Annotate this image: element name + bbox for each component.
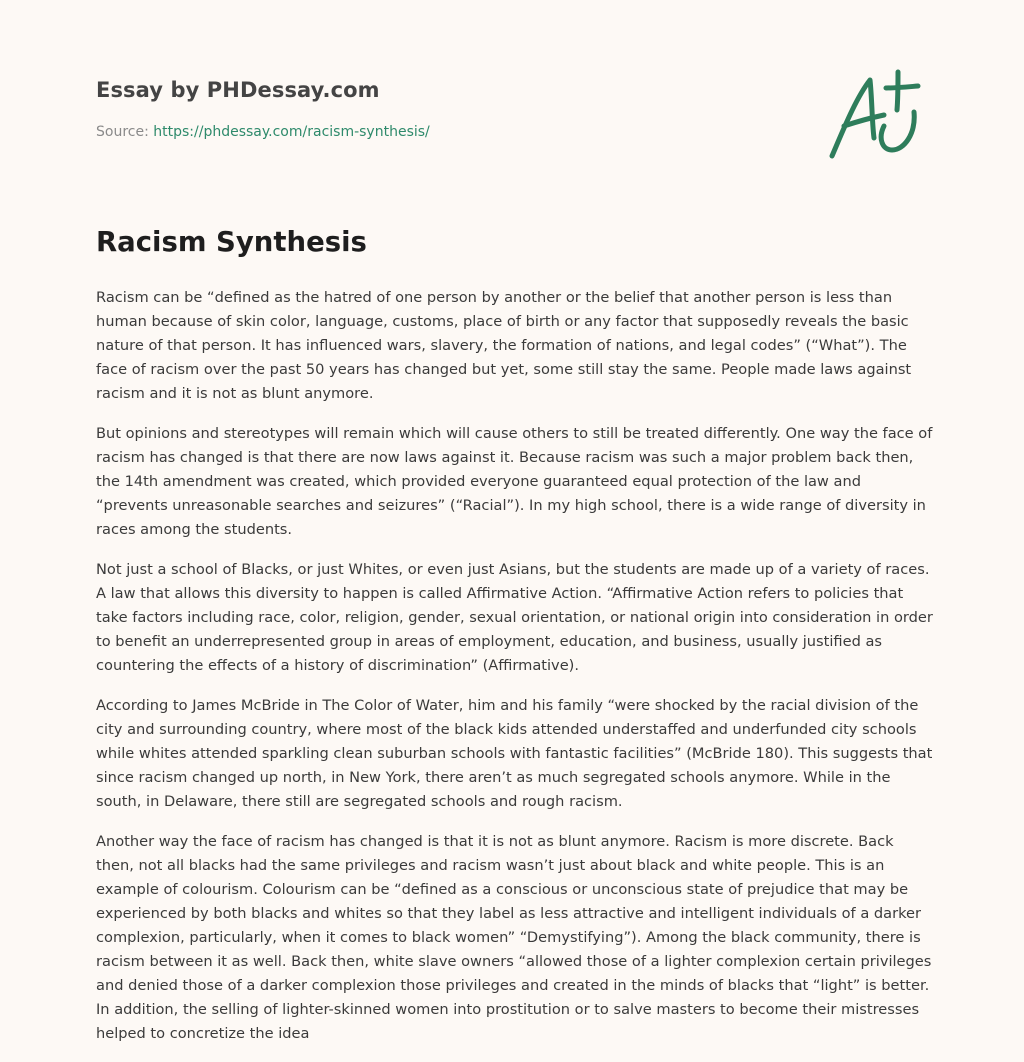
paragraph: According to James McBride in The Color of Water, him and his family “were shocked by the racial division of the city and surrounding country, where most of the black kids attended understaffed and underfunded city schools while whites attended sparkling clean suburban schools with fantastic facilities” (McBride 180). This suggests that since racism changed up north, in New York, there aren’t as much segregated schools anymore. While in the south, in Delaware, there still are segregated schools and rough racism. [96,697,933,810]
source-link[interactable]: https://phdessay.com/racism-synthesis/ [153,124,430,140]
essay-title: Racism Synthesis [96,226,367,258]
paragraph: Racism can be “defined as the hatred of one person by another or the belief that another person is less than human because of skin color, language, customs, place of birth or any factor that supposedly reveals the basic nature of that person. It has influenced wars, slavery, the formation of nations, and legal codes” (“What”). The face of racism over the past 50 years has changed but yet, some still stay the same. People made laws against racism and it is not as blunt anymore. [96,289,912,402]
site-header [96,76,936,176]
source-line [96,124,430,140]
paragraph: Another way the face of racism has changed is that it is not as blunt anymore. Racism is more discrete. Back then, not all blacks had the same privileges and racism wasn’t just about black and white people. This is an example of colourism. Colourism can be “defined as a conscious or unconscious state of prejudice that may be experienced by both blacks and whites so that they label as less attractive and intelligent individuals of a darker complexion, particularly, when it comes to black women” “Demystifying”). Among the black community, there is racism between it as well. Back then, white slave owners “allowed those of a lighter complexion certain privileges and denied those of a darker complexion those privileges and created in the minds of blacks that “light” is better. In addition, the selling of lighter-skinned women into prostitution or to salve masters to become their mistresses helped to concretize the idea [96,833,932,1042]
paragraph: But opinions and stereotypes will remain which will cause others to still be treated differently. One way the face of racism has changed is that there are now laws against it. Because racism was such a major problem back then, the 14th amendment was created, which provided everyone guaranteed equal protection of the law and “prevents unreasonable searches and seizures” (“Racial”). In my high school, there is a wide range of diversity in races among the students. [96,425,933,538]
site-brand: Essay by PHDessay.com [96,78,380,102]
a-plus-logo-icon [826,68,926,164]
source-label: Source: [96,124,154,140]
essay-body [96,286,934,1062]
paragraph: Not just a school of Blacks, or just Whites, or even just Asians, but the students are made up of a variety of races. A law that allows this diversity to happen is called Affirmative Action. “Affirmative Action refers to policies that take factors including race, color, religion, gender, sexual orientation, or national origin into consideration in order to benefit an underrepresented group in areas of employment, education, and business, usually justified as countering the effects of a history of discrimination” (Affirmative). [96,561,933,674]
